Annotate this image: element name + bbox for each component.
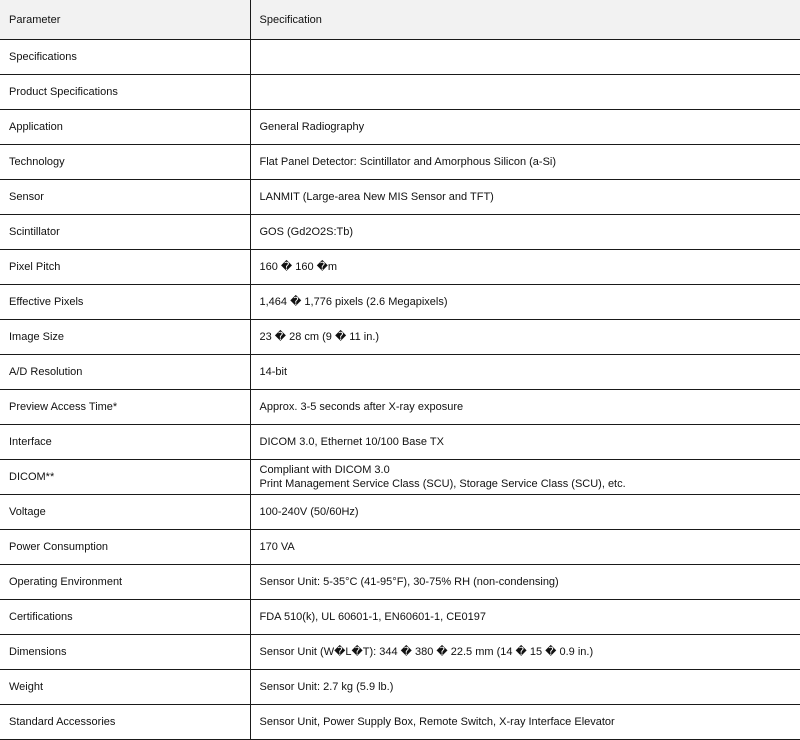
parameter-cell: Interface: [0, 425, 250, 460]
specification-cell: Flat Panel Detector: Scintillator and Amorphous Silicon (a-Si): [250, 145, 800, 180]
parameter-cell: Voltage: [0, 495, 250, 530]
specification-cell: 14-bit: [250, 355, 800, 390]
parameter-cell: Standard Accessories: [0, 705, 250, 740]
specification-cell: 170 VA: [250, 530, 800, 565]
table-body: [0, 40, 800, 740]
parameter-cell: Dimensions: [0, 635, 250, 670]
specification-cell: 160 � 160 �m: [250, 250, 800, 285]
specification-cell: DICOM 3.0, Ethernet 10/100 Base TX: [250, 425, 800, 460]
specification-cell: [250, 75, 800, 110]
table-row: [0, 180, 800, 215]
header-row: [0, 0, 800, 40]
specification-cell: 1,464 � 1,776 pixels (2.6 Megapixels): [250, 285, 800, 320]
specification-cell: Sensor Unit (W�L�T): 344 � 380 � 22.5 mm (14 � 15 � 0.9 in.): [250, 635, 800, 670]
table-row: [0, 495, 800, 530]
specification-cell: Sensor Unit: 5-35°C (41-95°F), 30-75% RH (non-condensing): [250, 565, 800, 600]
specification-cell: LANMIT (Large-area New MIS Sensor and TFT): [250, 180, 800, 215]
parameter-cell: Image Size: [0, 320, 250, 355]
parameter-cell: Operating Environment: [0, 565, 250, 600]
parameter-cell: Preview Access Time*: [0, 390, 250, 425]
table-row: [0, 600, 800, 635]
table-row: [0, 565, 800, 600]
column-header-parameter: Parameter: [0, 0, 250, 40]
specification-cell: [250, 460, 800, 495]
table-row: [0, 670, 800, 705]
table-row: [0, 145, 800, 180]
parameter-cell: Weight: [0, 670, 250, 705]
specification-cell: GOS (Gd2O2S:Tb): [250, 215, 800, 250]
parameter-cell: DICOM**: [0, 460, 250, 495]
parameter-cell: Pixel Pitch: [0, 250, 250, 285]
parameter-cell: Effective Pixels: [0, 285, 250, 320]
specification-cell: [250, 40, 800, 75]
column-header-specification: Specification: [250, 0, 800, 40]
table-row: [0, 460, 800, 495]
parameter-cell: Power Consumption: [0, 530, 250, 565]
parameter-cell: A/D Resolution: [0, 355, 250, 390]
specification-cell: FDA 510(k), UL 60601-1, EN60601-1, CE0197: [250, 600, 800, 635]
table-row: [0, 110, 800, 145]
specification-cell: Sensor Unit: 2.7 kg (5.9 lb.): [250, 670, 800, 705]
table-row: [0, 40, 800, 75]
table-row: [0, 635, 800, 670]
table-row: [0, 390, 800, 425]
table-row: [0, 250, 800, 285]
specification-line: Print Management Service Class (SCU), Storage Service Class (SCU), etc.: [259, 478, 626, 490]
specification-line: Compliant with DICOM 3.0: [259, 464, 390, 476]
parameter-cell: Certifications: [0, 600, 250, 635]
table-row: [0, 705, 800, 740]
specification-cell: 100-240V (50/60Hz): [250, 495, 800, 530]
table-row: [0, 75, 800, 110]
parameter-cell: Scintillator: [0, 215, 250, 250]
table-row: [0, 215, 800, 250]
table-row: [0, 355, 800, 390]
parameter-cell: Specifications: [0, 40, 250, 75]
specification-cell: Approx. 3-5 seconds after X-ray exposure: [250, 390, 800, 425]
parameter-cell: Application: [0, 110, 250, 145]
specification-cell: Sensor Unit, Power Supply Box, Remote Switch, X-ray Interface Elevator: [250, 705, 800, 740]
parameter-cell: Sensor: [0, 180, 250, 215]
table-row: [0, 530, 800, 565]
table-row: [0, 320, 800, 355]
parameter-cell: Product Specifications: [0, 75, 250, 110]
parameter-cell: Technology: [0, 145, 250, 180]
specification-cell: General Radiography: [250, 110, 800, 145]
table-row: [0, 285, 800, 320]
specification-cell: 23 � 28 cm (9 � 11 in.): [250, 320, 800, 355]
table-row: [0, 425, 800, 460]
